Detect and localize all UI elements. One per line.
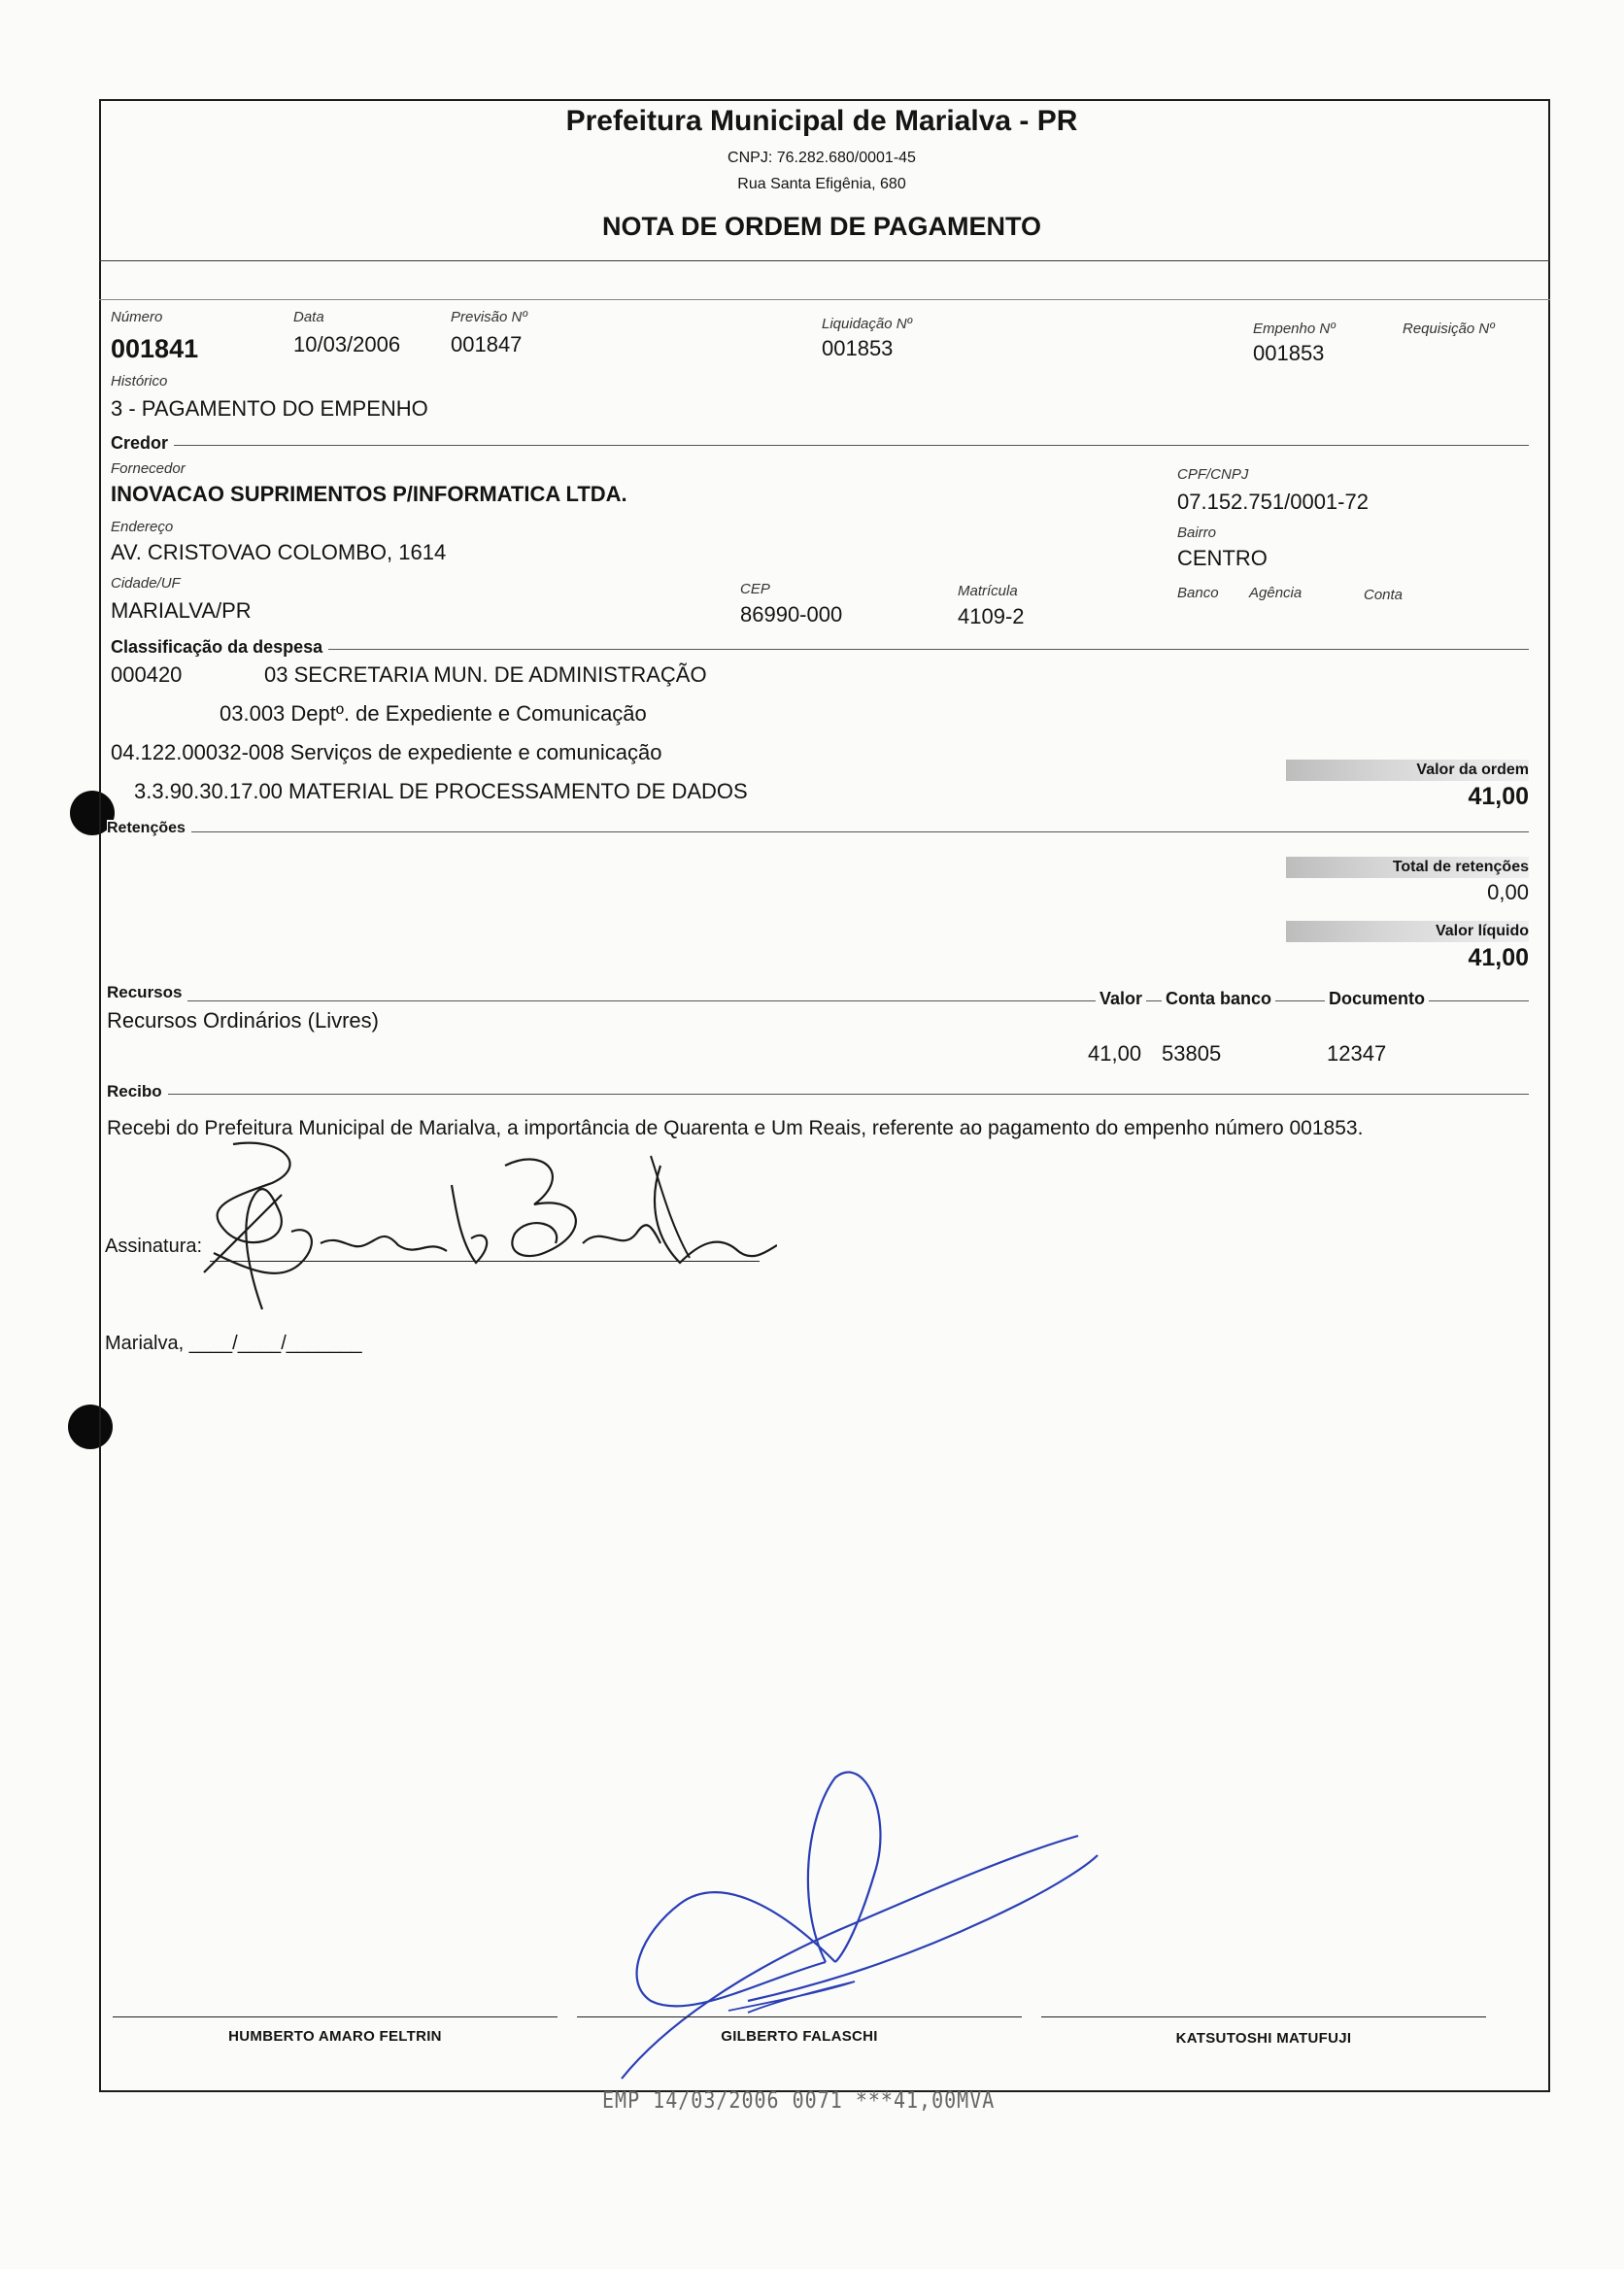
total-retencoes-label: Total de retenções xyxy=(1392,859,1529,875)
recursos-documento: 12347 xyxy=(1327,1041,1387,1066)
recursos-section-title: Recursos xyxy=(107,983,187,1002)
cep-value: 86990-000 xyxy=(740,602,843,627)
retencoes-section-title: Retenções xyxy=(107,820,191,837)
matricula-label: Matrícula xyxy=(958,583,1018,599)
credor-rule xyxy=(111,445,1529,446)
bairro-value: CENTRO xyxy=(1177,546,1268,570)
recursos-conta-header: Conta banco xyxy=(1162,989,1275,1009)
empenho-label: Empenho Nº xyxy=(1253,321,1336,337)
cpf-label: CPF/CNPJ xyxy=(1177,466,1249,483)
recursos-valor: 41,00 xyxy=(1088,1041,1142,1066)
liquidacao-value: 001853 xyxy=(822,336,894,360)
valor-ordem-value: 41,00 xyxy=(1468,783,1529,810)
endereco-label: Endereço xyxy=(111,519,174,535)
signatory-1: HUMBERTO AMARO FELTRIN xyxy=(228,2028,442,2045)
local-data-line: Marialva, ____/____/_______ xyxy=(105,1333,362,1354)
valor-ordem-label: Valor da ordem xyxy=(1416,762,1529,778)
historico-value: 3 - PAGAMENTO DO EMPENHO xyxy=(111,396,428,421)
cidade-label: Cidade/UF xyxy=(111,575,181,592)
recibo-section-title: Recibo xyxy=(107,1082,168,1101)
assinatura-label: Assinatura: xyxy=(105,1236,203,1257)
numero-value: 001841 xyxy=(111,334,199,363)
empenho-value: 001853 xyxy=(1253,341,1325,365)
signatory-2: GILBERTO FALASCHI xyxy=(721,2028,878,2045)
numero-label: Número xyxy=(111,309,163,325)
data-label: Data xyxy=(293,309,324,325)
previsao-value: 001847 xyxy=(451,332,523,356)
recursos-rule xyxy=(111,1000,1529,1001)
total-retencoes-value: 0,00 xyxy=(1487,880,1529,904)
retencoes-rule xyxy=(111,831,1529,832)
org-cnpj: CNPJ: 76.282.680/0001-45 xyxy=(727,150,916,166)
classificacao-funcional: 04.122.00032-008 Serviços de expediente e comunicação xyxy=(111,740,662,764)
signature-line-2 xyxy=(577,2016,1022,2017)
fornecedor-value: INOVACAO SUPRIMENTOS P/INFORMATICA LTDA. xyxy=(111,482,627,506)
endereco-value: AV. CRISTOVAO COLOMBO, 1614 xyxy=(111,540,447,564)
classificacao-section-title: Classificação da despesa xyxy=(111,637,328,658)
recibo-text: Recebi do Prefeitura Municipal de Marialva, a importância de Quarenta e Um Reais, referente ao pagamento do empenho número 001853. xyxy=(107,1117,1364,1139)
fornecedor-label: Fornecedor xyxy=(111,460,186,477)
header-divider xyxy=(99,260,1550,261)
classificacao-depto: 03.003 Deptº. de Expediente e Comunicação xyxy=(220,701,647,726)
requisicao-label: Requisição Nº xyxy=(1403,321,1495,337)
bairro-label: Bairro xyxy=(1177,525,1217,541)
banco-label: Banco xyxy=(1177,585,1219,601)
previsao-label: Previsão Nº xyxy=(451,309,527,325)
signature-line-1 xyxy=(113,2016,558,2017)
processing-stamp: EMP 14/03/2006 0071 ***41,00MVA xyxy=(602,2086,996,2114)
recursos-conta: 53805 xyxy=(1162,1041,1222,1066)
signature-line-3 xyxy=(1041,2016,1486,2017)
data-value: 10/03/2006 xyxy=(293,332,401,356)
org-title: Prefeitura Municipal de Marialva - PR xyxy=(565,105,1078,137)
recursos-descricao: Recursos Ordinários (Livres) xyxy=(107,1008,379,1033)
header-divider-2 xyxy=(99,299,1550,300)
doc-title: NOTA DE ORDEM DE PAGAMENTO xyxy=(601,212,1041,241)
valor-liquido-value: 41,00 xyxy=(1468,944,1529,971)
cpf-value: 07.152.751/0001-72 xyxy=(1177,490,1369,514)
cep-label: CEP xyxy=(740,581,770,597)
cidade-value: MARIALVA/PR xyxy=(111,598,252,623)
valor-liquido-label: Valor líquido xyxy=(1435,923,1529,939)
liquidacao-label: Liquidação Nº xyxy=(822,316,913,332)
recibo-rule xyxy=(111,1094,1529,1095)
conta-label: Conta xyxy=(1364,587,1404,603)
recibo-signature xyxy=(194,1136,777,1311)
classificacao-secretaria: 03 SECRETARIA MUN. DE ADMINISTRAÇÃO xyxy=(264,662,707,687)
matricula-value: 4109-2 xyxy=(958,604,1025,628)
classificacao-elemento: 3.3.90.30.17.00 MATERIAL DE PROCESSAMENTO DE DADOS xyxy=(134,779,748,803)
signatory-3: KATSUTOSHI MATUFUJI xyxy=(1175,2030,1352,2047)
recursos-valor-header: Valor xyxy=(1096,989,1146,1009)
agencia-label: Agência xyxy=(1249,585,1303,601)
classificacao-code: 000420 xyxy=(111,662,183,687)
credor-section-title: Credor xyxy=(111,433,174,454)
historico-label: Histórico xyxy=(111,373,168,389)
recursos-documento-header: Documento xyxy=(1325,989,1429,1009)
org-address: Rua Santa Efigênia, 680 xyxy=(737,176,906,192)
